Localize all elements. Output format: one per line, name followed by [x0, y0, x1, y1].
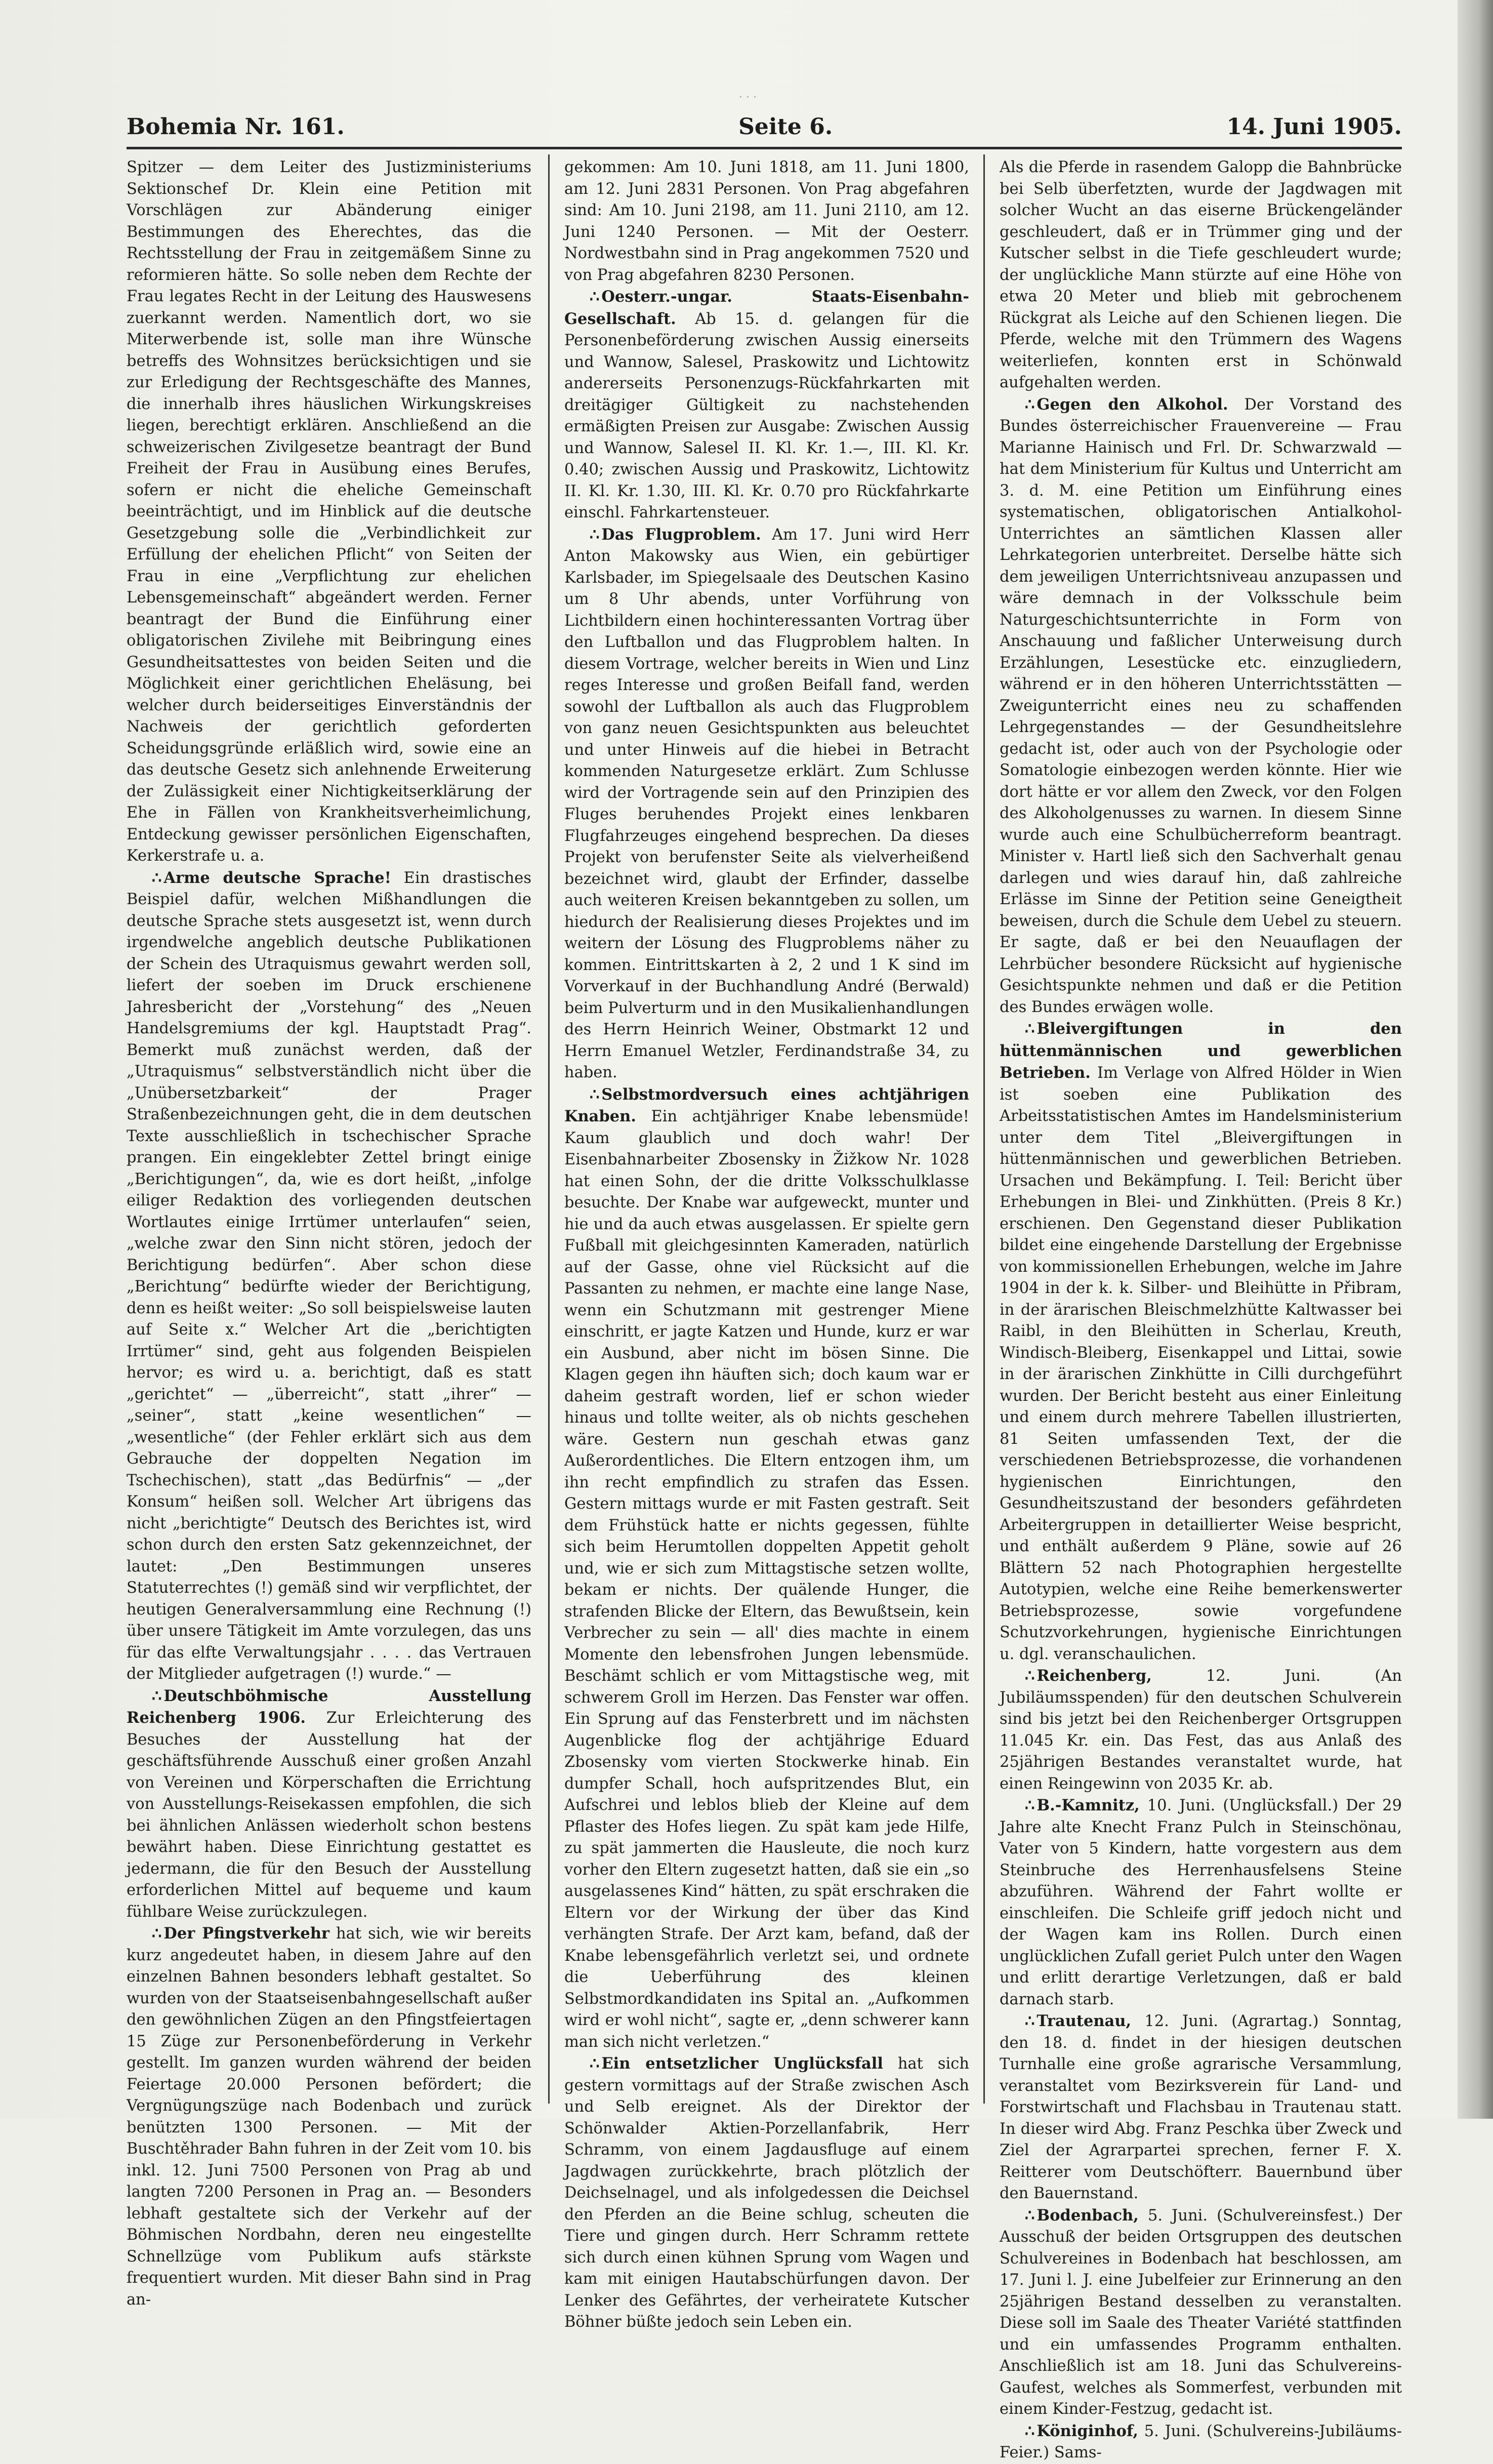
asterism-icon: ∴ [1025, 2421, 1034, 2440]
article-text: gekommen: Am 10. Juni 1818, am 11. Juni 1800, am 12. Juni 2831 Personen. Von Prag abgefahren sind: Am 10. Juni 2198, am 11. Juni 2110, am 12. Juni 1240 Personen. — Mit der Oesterr. Nordwestbahn sind in Prag angekommen 7520 und von Prag abgefahren 8230 Personen. [564, 158, 969, 284]
asterism-icon: ∴ [1025, 2206, 1034, 2225]
article-text: Im Verlage von Alfred Hölder in Wien ist soeben eine Publikation des Arbeitsstatistischen Amtes im Handelsministerium unter dem Titel „Bleivergiftungen in hüttenmännischen und gewerblichen Betrieben. Ursachen und Bekämpfung. I. Teil: Bericht über Erhebungen in Blei- und Zinkhütten. (Preis 8 Kr.) erschienen. Den Gegenstand dieser Publikation bildet eine eingehende Darstellung der Ergebnisse von kommissionellen Erhebungen, welche im Jahre 1904 in der k. k. Silber- und Bleihütte in Přibram, in der ärarischen Bleischmelzhütte Kaltwasser bei Raibl, in den Bleihütten in Scherlau, Kreuth, Windisch-Bleiberg, Eisenkappel und Littai, sowie in der ärarischen Zinkhütte in Cilli durchgeführt wurden. Der Bericht besteht aus einer Einleitung und einem durch mehrere Tabellen illustrierten, 81 Seiten umfassenden Text, der die verschiedenen Betriebsprozesse, die vorhandenen hygienischen Einrichtungen, den Gesundheitszustand der besonders gefährdeten Arbeitergruppen in detaillierter Weise bespricht, und enthält außerdem 9 Pläne, sowie auf 26 Blättern 52 nach Photographien hergestellte Autotypien, welche eine Reihe bemerkenswerter Betriebsprozesse, sowie vorgefundene Schutzvorkehrungen, hygienische Einrichtungen u. dgl. veranschaulichen. [1000, 1064, 1402, 1663]
asterism-icon: ∴ [590, 525, 599, 544]
news-headline: Ein entsetzlicher Unglücksfall [601, 2054, 883, 2073]
news-item [1000, 1018, 1402, 1665]
article-text: Der Vorstand des Bundes österreichischer Frauenvereine — Frau Marianne Hainisch und Frl. Dr. Schwarzwald — hat dem Ministerium für Kultus und Unterricht am 3. d. M. eine Petition um Einführung eines systematischen, obligatorischen Antialkohol-Unterrichtes an sämtlichen Klassen aller Lehrkategorien unterbreitet. Derselbe hätte sich dem jeweiligen Unterrichtsniveau anzupassen und wäre demnach in der Volksschule beim Naturgeschichtsunterrichte in Form von Anschauung und faßlicher Unterweisung durch Erzählungen, Lesestücke etc. einzugliedern, während er in den höheren Unterrichtsstätten — Zweigunterricht eines neu zu schaffenden Lehrgegenstandes — der Gesundheitslehre gedacht ist, oder auch von der Psychologie oder Somatologie einbezogen werden könnte. Hier wie dort hätte er vor allem den Zweck, vor den Folgen des Alkoholgenusses zu warnen. In diesem Sinne wurde auch eine Schulbücherreform beantragt. Minister v. Hartl ließ sich den Sachverhalt genau darlegen und wies darauf hin, daß zahlreiche Erlässe im Sinne der Petition seine Geneigtheit beweisen, durch die Schule dem Uebel zu steuern. Er sagte, daß er bei den Neuauflagen der Lehrbücher besondere Rücksicht auf hygienische Gesichtspunkte nehmen und daß er die Petition des Bundes erwägen wolle. [1000, 395, 1402, 1016]
header-rule [127, 147, 1402, 149]
article-text: Ein drastisches Beispiel dafür, welchen Mißhandlungen die deutsche Sprache stets ausgesetzt ist, wenn durch irgendwelche angeblich deutsche Publikationen der Schein des Utraquismus gewahrt werden soll, liefert der soeben im Druck erschienene Jahresbericht der „Vorstehung“ des „Neuen Handelsgremiums der kgl. Hauptstadt Prag“. Bemerkt muß zunächst werden, daß der „Utraquismus“ selbstverständlich nicht über die „Unübersetzbarkeit“ der Prager Straßenbezeichnungen geht, die in dem deutschen Texte ausschließlich in tschechischer Sprache prangen. Ein eingeklebter Zettel bringt einige „Berichtigungen“, da, wie es dort heißt, „infolge eiliger Redaktion des vorliegenden deutschen Wortlautes einige Irrtümer unterlaufen“ seien, „welche zwar den Sinn nicht stören, jedoch der Berichtigung bedürfen“. Aber schon diese „Berichtung“ bedürfte wieder der Berichtigung, denn es heißt weiter: „So soll beispielsweise lauten auf Seite x.“ Welcher Art die „berichtigten Irrtümer“ sind, geht aus folgenden Beispielen hervor; es wird u. a. berichtigt, daß es statt „gerichtet“ — „überreicht“, statt „ihrer“ — „seiner“, statt „keine wesentlichen“ — „wesentliche“ (der Fehler erklärt sich aus dem Gebrauche der doppelten Negation im Tschechischen), statt „das Bedürfnis“ — „der Konsum“ heißen soll. Welcher Art übrigens das nicht „berichtigte“ Deutsch des Berichtes ist, wird schon durch den ersten Satz gekennzeichnet, der lautet: „Den Bestimmungen unseres Statuterrechtes (!) gemäß sind wir verpflichtet, der heutigen Generalversammlung eine Rechnung (!) über unsere Tätigkeit im Amte vorzulegen, das uns für das elfte Verwaltungsjahr . . . . das Vertrauen der Mitglieder aufgetragen (!) wurde.“ — [127, 869, 531, 1683]
news-item [564, 524, 969, 1084]
news-headline: Reichenberg, [1036, 1667, 1152, 1685]
asterism-icon: ∴ [152, 1924, 161, 1943]
article-text: 10. Juni. (Unglücksfall.) Der 29 Jahre alte Knecht Franz Pulch in Steinschönau, Vater von 5 Kindern, hatte vorgestern aus dem Steinbruche des Herrenhausfelsens Steine abzuführen. Während der Fahrt wollte er einschleifen. Die Schleife griff jedoch nicht und der Wagen kam ins Rollen. Durch einen unglücklichen Zufall geriet Pulch unter den Wagen und erlitt derartige Verletzungen, daß er bald darnach starb. [1000, 1797, 1402, 2008]
asterism-icon: ∴ [1025, 1796, 1034, 1814]
article-text: hat sich gestern vormittags auf der Straße zwischen Asch und Selb ereignet. Als der Direktor der Schönwalder Aktien-Porzellanfabrik, Herr Schramm, von einem Jagdausfluge auf einem Jagdwagen zurückkehrte, brach plötzlich der Deichselnagel, und als infolgedessen die Deichsel den Pferden an die Beine schlug, scheuten die Tiere und gingen durch. Herr Schramm rettete sich durch einen kühnen Sprung vom Wagen und kam mit einigen Hautabschürfungen davon. Der Lenker des Gefährtes, der verheiratete Kutscher Böhner büßte jedoch sein Leben ein. [564, 2055, 969, 2331]
print-smudge: · · · [739, 91, 757, 104]
asterism-icon: ∴ [590, 1085, 599, 1104]
header-page-number: Seite 6. [738, 113, 833, 140]
asterism-icon: ∴ [1025, 395, 1034, 414]
news-headline: Deutschböhmische Ausstellung Reichenberg 1906. [127, 1686, 531, 1727]
news-item [564, 1084, 969, 2053]
news-headline: Trautenau, [1036, 2012, 1132, 2030]
article-text: 5. Juni. (Schulvereins-Jubiläums-Feier.) Sams- [1000, 2422, 1402, 2461]
article-text: Ab 15. d. gelangen für die Personenbeförderung zwischen Aussig einerseits und Wannow, Salesel, Praskowitz und Lichtowitz andererseits Personenzugs-Rückfahrkarten mit dreitägiger Gültigkeit zu nachstehenden ermäßigten Preisen zur Ausgabe: Zwischen Aussig und Wannow, Salesel II. Kl. Kr. 1.—, III. Kl. Kr. 0.40; zwischen Aussig und Praskowitz, Lichtowitz II. Kl. Kr. 1.30, III. Kl. Kr. 0.70 pro Rückfahrkarte einschl. Fahrkartensteuer. [564, 310, 969, 521]
article-text: Als die Pferde in rasendem Galopp die Bahnbrücke bei Selb überfetzten, wurde der Jagdwagen mit solcher Wucht an das eiserne Brückengeländer geschleudert, daß er in Trümmer ging und der Kutscher selbst in die Tiefe geschleudert wurde; der unglückliche Mann stürzte auf eine Höhe von etwa 20 Meter und blieb mit gebrochenem Rückgrat als Leiche auf den Schienen liegen. Die Pferde, welche mit den Trümmern des Wagens weiterliefen, konnten erst in Schönwald aufgehalten werden. [1000, 158, 1402, 391]
news-headline: Der Pfingstverkehr [163, 1924, 330, 1943]
news-headline: Oesterr.-ungar. Staats-Eisenbahn-Gesellschaft. [564, 288, 969, 328]
paragraph [564, 157, 969, 286]
asterism-icon: ∴ [1025, 2012, 1034, 2030]
article-text: 5. Juni. (Schulvereinsfest.) Der Ausschuß der beiden Ortsgruppen des deutschen Schulvereines in Bodenbach hat beschlossen, am 17. Juni l. J. eine Jubelfeier zur Erinnerung an den 25jährigen Bestand desselben zu veranstalten. Diese soll im Saale des Theater Variété stattfinden und ein umfassendes Programm enthalten. Anschließlich ist am 18. Juni das Schulvereins-Gaufest, welches als Sommerfest, verbunden mit einem Kinder-Festzug, gedacht ist. [1000, 2206, 1402, 2418]
news-headline: Das Flugproblem. [601, 525, 761, 544]
asterism-icon: ∴ [152, 1686, 161, 1705]
news-headline: Selbstmordversuch eines achtjährigen Knaben. [564, 1085, 969, 1125]
news-headline: Bodenbach, [1036, 2206, 1139, 2225]
news-headline: Gegen den Alkohol. [1036, 395, 1228, 414]
article-text: Ein achtjähriger Knabe lebensmüde! Kaum glaublich und doch wahr! Der Eisenbahnarbeiter Zbosensky in Žižkow Nr. 1028 hat einen Sohn, der die dritte Volksschulklasse besuchte. Der Knabe war aufgeweckt, munter und hie und da auch etwas ausgelassen. Er spielte gern Fußball mit gleichgesinnten Kameraden, natürlich auf der Gasse, ohne viel Rücksicht auf die Passanten zu nehmen, er machte eine lange Nase, wenn ein Schutzmann mit gestrenger Miene einschritt, er jagte Katzen und Hunde, kurz er war ein Ausbund, aber nicht im bösen Sinne. Die Klagen gegen ihn häuften sich; doch kaum war er daheim gestraft worden, lief er schon wieder hinaus und tollte weiter, als ob nichts geschehen wäre. Gestern nun geschah etwas ganz Außerordentliches. Die Eltern entzogen ihm, um ihn recht empfindlich zu strafen das Essen. Gestern mittags wurde er mit Fasten gestraft. Seit dem Frühstück hatte er nichts gegessen, fühlte sich beim Herumtollen doppelten Appetit geholt und, wie er sich zum Mittagstische setzen wollte, bekam er nichts. Der quälende Hunger, die strafenden Blicke der Eltern, das Bewußtsein, kein Verbrecher zu sein — all' dies machte in einem Momente den lebensfrohen Jungen lebensmüde. Beschämt schlich er vom Mittagstische weg, mit schwerem Groll im Herzen. Das Fenster war offen. Ein Sprung auf das Fensterbrett und im nächsten Augenblicke flog der achtjährige Eduard Zbosensky vom vierten Stockwerke hinab. Ein dumpfer Schall, hoch aufspritzendes Blut, ein Aufschrei und leblos blieb der Kleine auf dem Pflaster des Hofes liegen. Zu spät kam jede Hilfe, zu spät jammerten die Hausleute, die noch kurz vorher den Eltern zugesetzt hatten, daß sie ein „so ausgelassenes Kind“ hätten, zu spät erschraken die Eltern vor der Wirkung der über das Kind verhängten Strafe. Der Arzt kam, befand, daß der Knabe lebensgefährlich verletzt sei, und ordnete die Ueberführung des kleinen Selbstmordkandidaten ins Spital an. „Aufkommen wird er wohl nicht“, sagte er, „denn schwerer kann man sich nicht verletzen.“ [564, 1108, 969, 2051]
article-text: 12. Juni. (An Jubiläumsspenden) für den deutschen Schulverein sind bis jetzt bei den Reichenberger Ortsgruppen 11.045 Kr. ein. Das Fest, das aus Anlaß des 25jährigen Bestandes veranstaltet wurde, hat einen Reingewinn von 2035 Kr. ab. [1000, 1667, 1402, 1793]
column-1 [127, 157, 531, 2309]
article-text: Zur Erleichterung des Besuches der Ausstellung hat der geschäftsführende Ausschuß einer großen Anzahl von Vereinen und Körperschaften die Errichtung von Ausstellungs-Reisekassen empfohlen, die sich bei ähnlichen Anlässen wiederholt schon bestens bewährt haben. Diese Einrichtung gestattet es jedermann, die für den Besuch der Ausstellung erforderlichen Mittel auf bequeme und kaum fühlbare Weise zurückzulegen. [127, 1709, 531, 1921]
news-item [1000, 2420, 1402, 2464]
news-item [1000, 1665, 1402, 1795]
paragraph [1000, 157, 1402, 394]
article-text: 12. Juni. (Agrartag.) Sonntag, den 18. d. findet in der hiesigen deutschen Turnhalle eine große agrarische Versammlung, veranstaltet vom Bezirksverein für Land- und Forstwirtschaft und Flachsbau in Trautenau statt. In dieser wird Abg. Franz Peschka über Zweck und Ziel der Agrarpartei sprechen, ferner F. X. Reitterer vom Deutschöfterr. Bauernbund über den Bauernstand. [1000, 2012, 1402, 2202]
article-text: hat sich, wie wir bereits kurz angedeutet haben, in diesem Jahre auf den einzelnen Bahnen besonders lebhaft gestaltet. So wurden von der Staatseisenbahngesellschaft außer den gewöhnlichen Zügen an den Pfingstfeiertagen 15 Züge zur Personenbeförderung in Verkehr gestellt. Im ganzen wurden während der beiden Feiertage 20.000 Personen befördert; die Vergnügungszüge nach Bodenbach und zurück benützten 1300 Personen. — Mit der Buschtěhrader Bahn fuhren in der Zeit vom 10. bis inkl. 12. Juni 7500 Personen von Prag ab und langten 7200 Personen in Prag an. — Besonders lebhaft gestaltete sich der Verkehr auf der Böhmischen Nordbahn, deren neu eingestellte Schnellzüge vom Publikum aufs stärkste frequentiert wurden. Mit dieser Bahn sind in Prag an- [127, 1925, 531, 2309]
news-headline: Arme deutsche Sprache! [163, 868, 391, 887]
column-2 [564, 157, 969, 2331]
asterism-icon: ∴ [590, 2054, 599, 2073]
scan-edge [1458, 0, 1493, 2119]
news-item [1000, 2010, 1402, 2205]
news-item [127, 1923, 531, 2311]
header-date: 14. Juni 1905. [1226, 113, 1402, 140]
asterism-icon: ∴ [590, 288, 599, 306]
page-header [127, 112, 1402, 141]
news-item [127, 867, 531, 1685]
news-item [1000, 394, 1402, 1019]
header-masthead: Bohemia Nr. 161. [127, 113, 345, 140]
news-item [127, 1685, 531, 1923]
news-headline: Königinhof, [1036, 2421, 1139, 2440]
article-text: Spitzer — dem Leiter des Justizministeriums Sektionschef Dr. Klein eine Petition mit Vorschlägen zur Abänderung einiger Bestimmungen des Eherechtes, das die Rechtsstellung der Frau in zeitgemäßem Sinne zu reformieren hätte. So solle neben dem Rechte der Frau legates Recht in der Leitung des Hauswesens zuerkannt werden. Namentlich dort, wo sie Miterwerbende ist, solle man ihre Wünsche betreffs des Wohnsitzes berücksichtigen und sie zur Erledigung der Rechtsgeschäfte des Mannes, die innerhalb ihres häuslichen Wirkungskreises liegen, berechtigt erklären. Anschließend an die schweizerischen Zivilgesetze beantragt der Bund Freiheit der Frau in Ausübung eines Berufes, sofern er nicht die eheliche Gemeinschaft beeinträchtigt, und im Hinblick auf die deutsche Gesetzgebung solle die „Verbindlichkeit zur Erfüllung der ehelichen Pflicht“ von Seiten der Frau in eine „Verpflichtung zur ehelichen Lebensgemeinschaft“ abgeändert werden. Ferner beantragt der Bund die Einführung einer obligatorischen Zivilehe mit Beibringung eines Gesundheitsattestes von beiden Seiten und die Möglichkeit einer gerichtlichen Eheläsung, bei welcher durch beiderseitiges Einverständnis der Nachweis der gerichtlich geforderten Scheidungsgründe erläßlich wird, sowie eine an das deutsche Gesetz sich anlehnende Erweiterung der Zulässigkeit einer Nichtigkeitserklärung der Ehe in Fällen von Krankheitsverheimlichung, Entdeckung gewisser persönlichen Eigenschaften, Kerkerstrafe u. a. [127, 158, 531, 865]
column-divider [983, 154, 985, 2104]
news-item [564, 2053, 969, 2333]
news-headline: B.-Kamnitz, [1036, 1796, 1140, 1814]
column-3 [1000, 157, 1402, 2461]
asterism-icon: ∴ [152, 868, 161, 887]
news-headline: Bleivergiftungen in den hüttenmännischen und gewerblichen Betrieben. [1000, 1020, 1402, 1082]
news-item [564, 286, 969, 524]
asterism-icon: ∴ [1025, 1667, 1034, 1685]
asterism-icon: ∴ [1025, 1020, 1034, 1038]
article-text: Am 17. Juni wird Herr Anton Makowsky aus Wien, ein gebürtiger Karlsbader, im Spiegelsaale des Deutschen Kasino um 8 Uhr abends, unter Vorführung von Lichtbildern einen hochinteressanten Vortrag über den Luftballon und das Flugproblem halten. In diesem Vortrage, welcher bereits in Wien und Linz reges Interesse und großen Beifall fand, werden sowohl der Luftballon als auch das Flugproblem von ganz neuen Gesichtspunkten aus beleuchtet und unter Hinweis auf die hiebei in Betracht kommenden Naturgesetze erklärt. Zum Schlusse wird der Vortragende sein auf den Prinzipien des Fluges beruhendes Projekt eines lenkbaren Flugfahrzeuges eingehend besprechen. Da dieses Projekt von berufenster Seite als vielverheißend bezeichnet wird, glaubt der Erfinder, dasselbe auch weiteren Kreisen bekanntgeben zu sollen, um hiedurch der Realisierung dieses Projektes und im weitern der Lösung des Flugproblems näher zu kommen. Eintrittskarten à 2, 2 und 1 K sind im Vorverkauf in der Buchhandlung André (Berwald) beim Pulverturm und in den Musikalienhandlungen des Herrn Heinrich Weiner, Obstmarkt 12 und Herrn Emanuel Wetzler, Ferdinandstraße 34, zu haben. [564, 526, 969, 1081]
news-item [1000, 1795, 1402, 2010]
news-item [1000, 2205, 1402, 2420]
paragraph [127, 157, 531, 867]
column-divider [548, 154, 550, 2104]
